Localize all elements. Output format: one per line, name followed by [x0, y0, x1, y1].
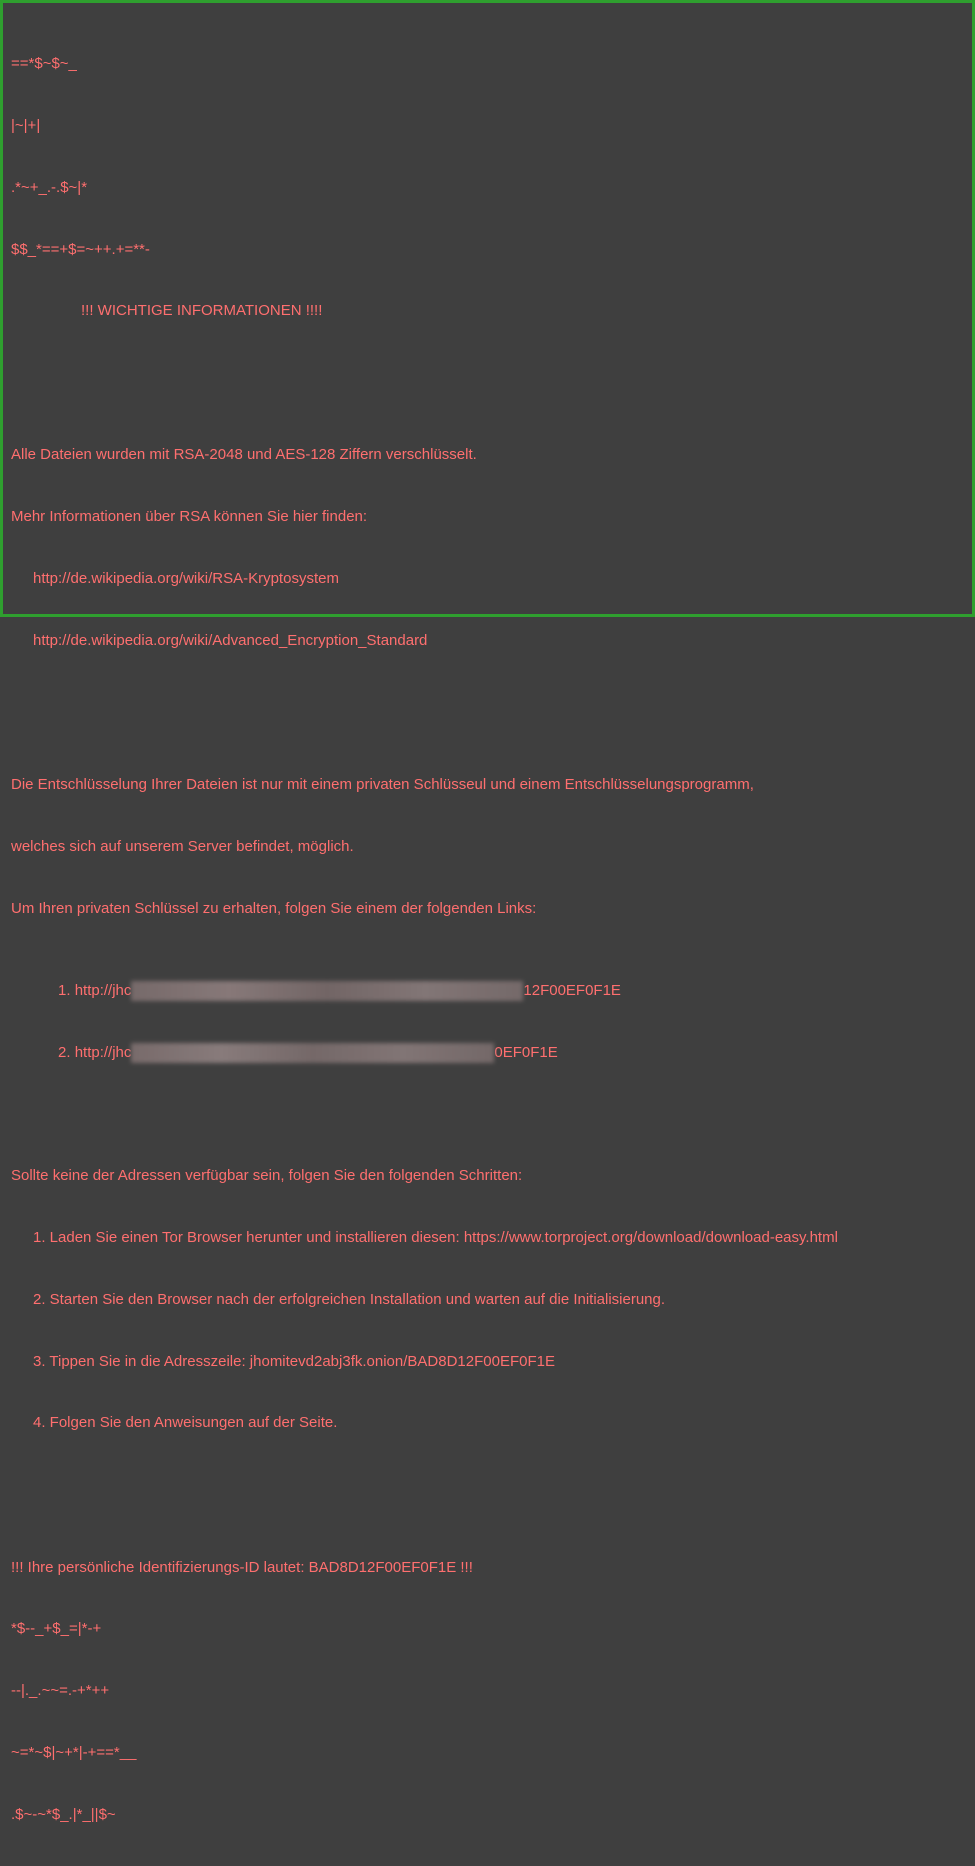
decryption-info-line-3: Um Ihren privaten Schlüssel zu erhalten, folgen Sie einem der folgenden Links:	[11, 899, 537, 917]
spacer	[11, 1475, 838, 1496]
footer-art-line-2: --|._.~~=.-+*++	[11, 1682, 110, 1700]
ransom-note-text	[11, 13, 838, 1866]
footer-art-line-1: *$--_+$_=|*-+	[11, 1620, 102, 1638]
decryption-link-1[interactable]	[11, 960, 838, 999]
step-1: 1. Laden Sie einen Tor Browser herunter und installieren diesen: https://www.torproject.org/download/download-easy.html	[33, 1229, 838, 1247]
decryption-info-line-2: welches sich auf unserem Server befindet, möglich.	[11, 837, 354, 855]
spacer	[11, 363, 838, 384]
spacer	[11, 693, 838, 714]
header-art-line-1: ==*$~$~_	[11, 55, 77, 73]
rsa-link[interactable]: http://de.wikipedia.org/wiki/RSA-Kryptosystem	[33, 570, 339, 588]
aes-link[interactable]: http://de.wikipedia.org/wiki/Advanced_Encryption_Standard	[33, 631, 428, 649]
spacer	[11, 1084, 838, 1105]
redacted-blur-2	[131, 1043, 494, 1063]
fallback-intro-line: Sollte keine der Adressen verfügbar sein, folgen Sie den folgenden Schritten:	[11, 1167, 523, 1185]
step-2: 2. Starten Sie den Browser nach der erfolgreichen Installation und warten auf die Initialisierung.	[33, 1290, 666, 1308]
link-1-suffix: 12F00EF0F1E	[523, 981, 621, 999]
footer-art-line-4: .$~-~*$_.|*_||$~	[11, 1805, 116, 1823]
link-1-prefix: 1. http://jhc	[58, 981, 132, 999]
encryption-info-line: Alle Dateien wurden mit RSA-2048 und AES-128 Ziffern verschlüsselt.	[11, 446, 477, 464]
step-4: 4. Folgen Sie den Anweisungen auf der Seite.	[33, 1414, 338, 1432]
identification-id-line: !!! Ihre persönliche Identifizierungs-ID lautet: BAD8D12F00EF0F1E !!!	[11, 1558, 473, 1576]
decryption-info-line-1: Die Entschlüsselung Ihrer Dateien ist nur mit einem privaten Schlüsseul und einem Entschlüsselungsprogramm,	[11, 775, 754, 793]
redacted-blur-1	[131, 981, 523, 1001]
more-info-line: Mehr Informationen über RSA können Sie hier finden:	[11, 508, 368, 526]
header-art-line-4: $$_*==+$=~++.+=**-	[11, 240, 150, 258]
link-2-suffix: 0EF0F1E	[494, 1043, 558, 1061]
link-2-prefix: 2. http://jhc	[58, 1043, 132, 1061]
header-art-line-3: .*~+_.-.$~|*	[11, 178, 88, 196]
decryption-link-2[interactable]	[11, 1022, 838, 1061]
page-title: !!! WICHTIGE INFORMATIONEN !!!!	[81, 302, 323, 320]
header-art-line-2: |~|+|	[11, 116, 41, 134]
step-3: 3. Tippen Sie in die Adresszeile: jhomitevd2abj3fk.onion/BAD8D12F00EF0F1E	[33, 1352, 555, 1370]
footer-art-line-3: ~=*~$|~+*|-+==*__	[11, 1743, 137, 1761]
